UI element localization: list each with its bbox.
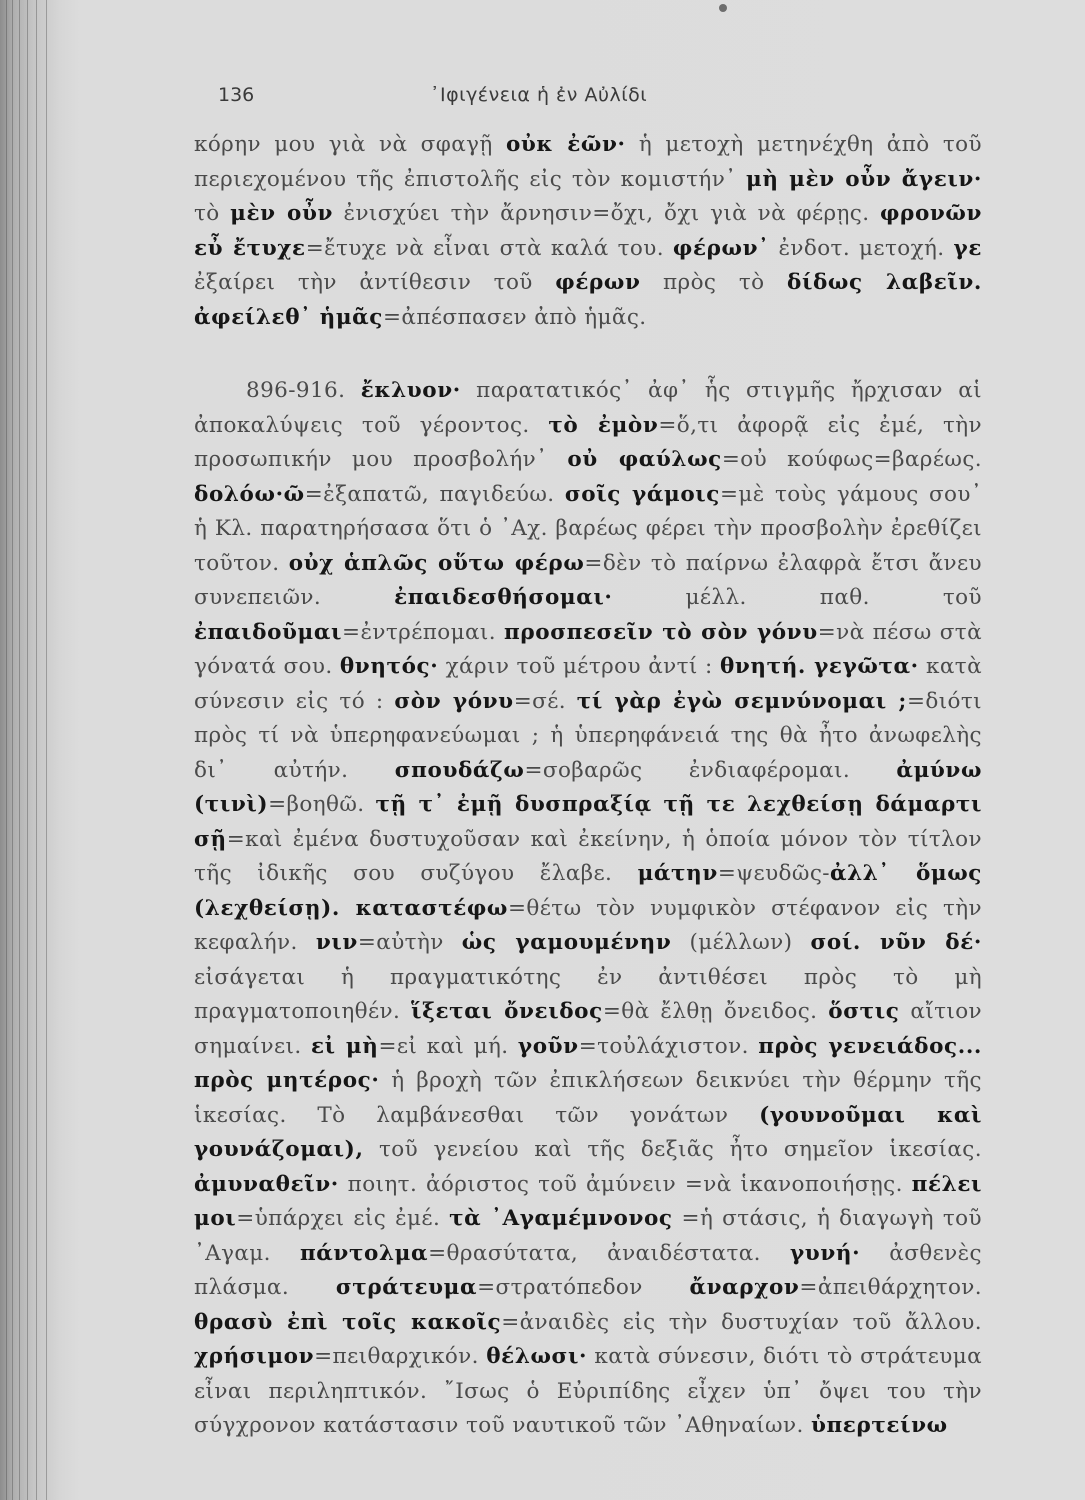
gloss-text: αἴτιον σημαίνει. [194,999,983,1059]
gloss-text: 896-916. [246,378,361,403]
gloss-text: =θὰ ἔλθῃ ὄνειδος. [602,999,829,1024]
gloss-text: τοῦ γενείου καὶ τῆς δεξιᾶς ἦτο σημεῖον ἱκεσίας. [363,1137,982,1162]
page-header [218,84,918,114]
gloss-text: μέλλ. παθ. τοῦ [612,585,982,610]
gloss-text: κατὰ σύνεσιν εἰς τό : [194,654,982,714]
gloss-text: =οὐ κούφως=βαρέως. [721,447,982,472]
gloss-text: ἀσθενὲς πλάσμα. [194,1240,982,1300]
gloss-text: πρὸς τὸ [640,270,788,295]
lemma-term: νιν [315,930,358,955]
commentary-paragraph-1 [194,128,982,335]
gloss-text: ἐνισχύει τὴν ἄρνησιν=ὄχι, ὄχι γιὰ νὰ φέρῃς. [333,201,880,226]
lemma-term: σπουδάζω [394,757,525,783]
gloss-text: χάριν τοῦ μέτρου ἀντί : [438,654,720,679]
lemma-term: ἵξεται ὄνειδος [411,999,603,1024]
lemma-term: ὑπερτείνω [810,1413,948,1438]
gloss-text: =ἀπέσπασεν ἀπὸ ἡμᾶς. [383,304,647,330]
lemma-term: τὰ ᾿Αγαμέμνονος [449,1206,673,1231]
gloss-text: (μέλλων) [671,930,811,955]
lemma-term: οὐκ ἐῶν· [505,132,626,157]
gloss-text: =ἀναιδὲς εἰς τὴν δυστυχίαν τοῦ ἄλλου. [501,1309,982,1335]
lemma-term: γυνή· [790,1240,861,1266]
lemma-term: πέλει μοι [194,1171,982,1231]
page-number: 136 [218,84,255,106]
lemma-term: φέρων᾿ [672,235,770,261]
gloss-text: =διότι πρὸς τί νὰ ὑπερηφανεύωμαι ; ἡ ὑπερηφάνειά της θὰ ἦτο ἀνωφελὴς δι᾿ αὐτήν. [194,688,982,783]
gloss-text: =τοὐλάχιστον. [578,1033,759,1059]
gloss-text: =νὰ πέσω στὰ γόνατά σου. [194,619,982,679]
gloss-text: =εἰ καὶ μή. [378,1033,518,1059]
page-edge-line [36,0,37,1500]
lemma-term: δίδως λαβεῖν. [787,270,982,295]
gloss-text: =σέ. [513,688,577,714]
gloss-text: =στρατόπεδον [477,1275,690,1300]
page-edge-line [46,0,47,1500]
gloss-text: =μὲ τοὺς γάμους σου᾿ ἡ Κλ. παρατηρήσασα ὅτι ὁ ᾿Αχ. βαρέως φέρει τὴν προσβολὴν ἐρεθίζει τοῦτον. [194,481,982,576]
gloss-text: κόρην μου γιὰ νὰ σφαγῇ [194,132,506,157]
lemma-term: φρονῶν εὖ ἔτυχε [194,201,982,261]
gloss-text: εἰσάγεται ἡ πραγματικότης ἐν ἀντιθέσει πρὸς τὸ μὴ πραγματοποιηθέν. [194,964,982,1024]
lemma-term: σὸν γόνυ [394,688,514,714]
lemma-term: μὲν οὖν [230,201,334,226]
lemma-term: (γουνοῦμαι καὶ γουνάζομαι), [194,1102,982,1162]
lemma-term: οὐχ ἁπλῶς οὕτω φέρω [288,550,585,576]
lemma-term: θρασὺ ἐπὶ τοῖς κακοῖς [194,1309,502,1335]
lemma-term: θνητός· [339,654,439,679]
lemma-term: φέρων [555,270,641,295]
gloss-text: =βοηθῶ. [268,792,376,817]
commentary-paragraph-2 [194,374,982,1444]
gloss-text: =ἡ στάσις, ἡ διαγωγὴ τοῦ ᾿Αγαμ. [194,1206,982,1266]
gloss-text: =ἀπειθάρχητον. [799,1275,982,1300]
lemma-term: τὸ ἐμὸν [548,412,659,438]
running-title: ᾿Ιφιγένεια ἡ ἐν Αὐλίδι [430,84,648,106]
page-edge-line [6,0,7,1500]
gloss-text: =ἐξαπατῶ, παγιδεύω. [304,481,565,507]
page-edge-line [12,0,13,1500]
lemma-term: ἄναρχον [689,1275,800,1300]
lemma-term: ἀμύνω (τινὶ) [194,757,983,817]
gloss-text: =ὑπάρχει εἰς ἐμέ. [236,1206,450,1231]
lemma-term: ἀμυναθεῖν· [194,1171,339,1197]
lemma-term: ἀφείλεθ᾿ ἡμᾶς [194,304,383,330]
gloss-text: ἡ μετοχὴ μετηνέχθη ἀπὸ τοῦ περιεχομένου τῆς ἐπιστολῆς εἰς τὸν κομιστήν᾿ [194,132,982,192]
lemma-term: στράτευμα [335,1275,478,1300]
lemma-term: σοί. νῦν δέ· [810,930,982,955]
page-edge-line [27,0,28,1500]
gloss-text: =ἔτυχε νὰ εἶναι στὰ καλά του. [305,235,673,261]
lemma-term: πάντολμα [299,1240,429,1266]
gloss-text: ἐξαίρει τὴν ἀντίθεσιν τοῦ [194,270,556,295]
gloss-text: ἐνδοτ. μετοχή. [769,235,954,261]
lemma-term: εἰ μὴ [310,1033,379,1059]
gloss-text: τὸ [194,201,231,226]
lemma-term: σοῖς γάμοις [564,481,720,507]
lemma-term: θνητή. γεγῶτα· [719,654,919,679]
page-edge-line [19,0,20,1500]
lemma-term: πρὸς γενειάδος... πρὸς μητέρος· [194,1033,982,1093]
gloss-text: ἡ βροχὴ τῶν ἐπικλήσεων δεικνύει τὴν θέρμην τῆς ἱκεσίας. Τὸ λαμβάνεσθαι τῶν γονάτων [194,1068,982,1128]
lemma-term: μὴ μὲν οὖν ἄγειν· [746,166,983,192]
lemma-term: ἀλλ᾿ ὅμως (λεχθείσῃ). καταστέφω [194,861,982,921]
lemma-term: τῇ τ᾿ ἐμῇ δυσπραξίᾳ τῇ τε λεχθείσῃ δάμαρτι σῇ [194,792,982,852]
lemma-term: δολόω·ῶ [194,481,305,507]
lemma-term: ὡς γαμουμένην [461,930,672,955]
gloss-text: =ὅ,τι ἀφορᾷ εἰς ἐμέ, τὴν προσωπικήν μου προσβολήν᾿ [194,412,982,472]
gloss-text: κατὰ σύνεσιν, διότι τὸ στράτευμα εἶναι περιληπτικόν. ῎Ισως ὁ Εὐριπίδης εἶχεν ὑπ᾿ ὄψει του τὴν σύγχρονον κατάστασιν τοῦ ναυτικοῦ τῶν ᾿Αθηναίων. [194,1344,982,1438]
lemma-term: ὅστις [828,999,900,1024]
gloss-text: παρατατικός᾿ ἀφ᾿ ἧς στιγμῆς ἤρχισαν αἱ ἀποκαλύψεις τοῦ γέροντος. [194,378,982,438]
lemma-term: γοῦν [517,1033,579,1059]
gloss-text: =αὐτὴν [357,930,462,955]
lemma-term: γε [953,235,982,261]
gloss-text: =θρασύτατα, ἀναιδέστατα. [428,1240,791,1266]
gloss-text: ποιητ. ἀόριστος τοῦ ἀμύνειν =νὰ ἱκανοποιήσῃς. [338,1171,912,1197]
gloss-text: =δὲν τὸ παίρνω ἐλαφρὰ ἔτσι ἄνευ συνεπειῶν. [194,550,982,610]
lemma-term: τί γὰρ ἐγὼ σεμνύνομαι ; [576,688,907,714]
gloss-text: =ἐντρέπομαι. [342,619,505,645]
lemma-term: μάτην [637,861,718,886]
gloss-text: =ψευδῶς- [717,861,830,886]
lemma-term: χρήσιμον [194,1344,315,1369]
lemma-term: ἐπαιδοῦμαι [194,619,343,645]
lemma-term: προσπεσεῖν τὸ σὸν γόνυ [504,619,818,645]
lemma-term: θέλωσι· [486,1344,588,1369]
gloss-text: =πειθαρχικόν. [314,1344,487,1369]
lemma-term: οὐ φαύλως [567,447,722,472]
gloss-text: =καὶ ἐμένα δυστυχοῦσαν καὶ ἐκείνην, ἡ ὁποία μόνον τὸν τίτλον τῆς ἰδικῆς σου συζύγου ἔλαβε. [194,826,982,886]
gloss-text: =σοβαρῶς ἐνδιαφέρομαι. [524,757,897,783]
lemma-term: ἐπαιδεσθήσομαι· [394,585,613,610]
lemma-term: ἔκλυον· [360,378,461,403]
binding-hole-mark [719,4,727,12]
gloss-text: =θέτω τὸν νυμφικὸν στέφανον εἰς τὴν κεφαλήν. [194,895,982,955]
